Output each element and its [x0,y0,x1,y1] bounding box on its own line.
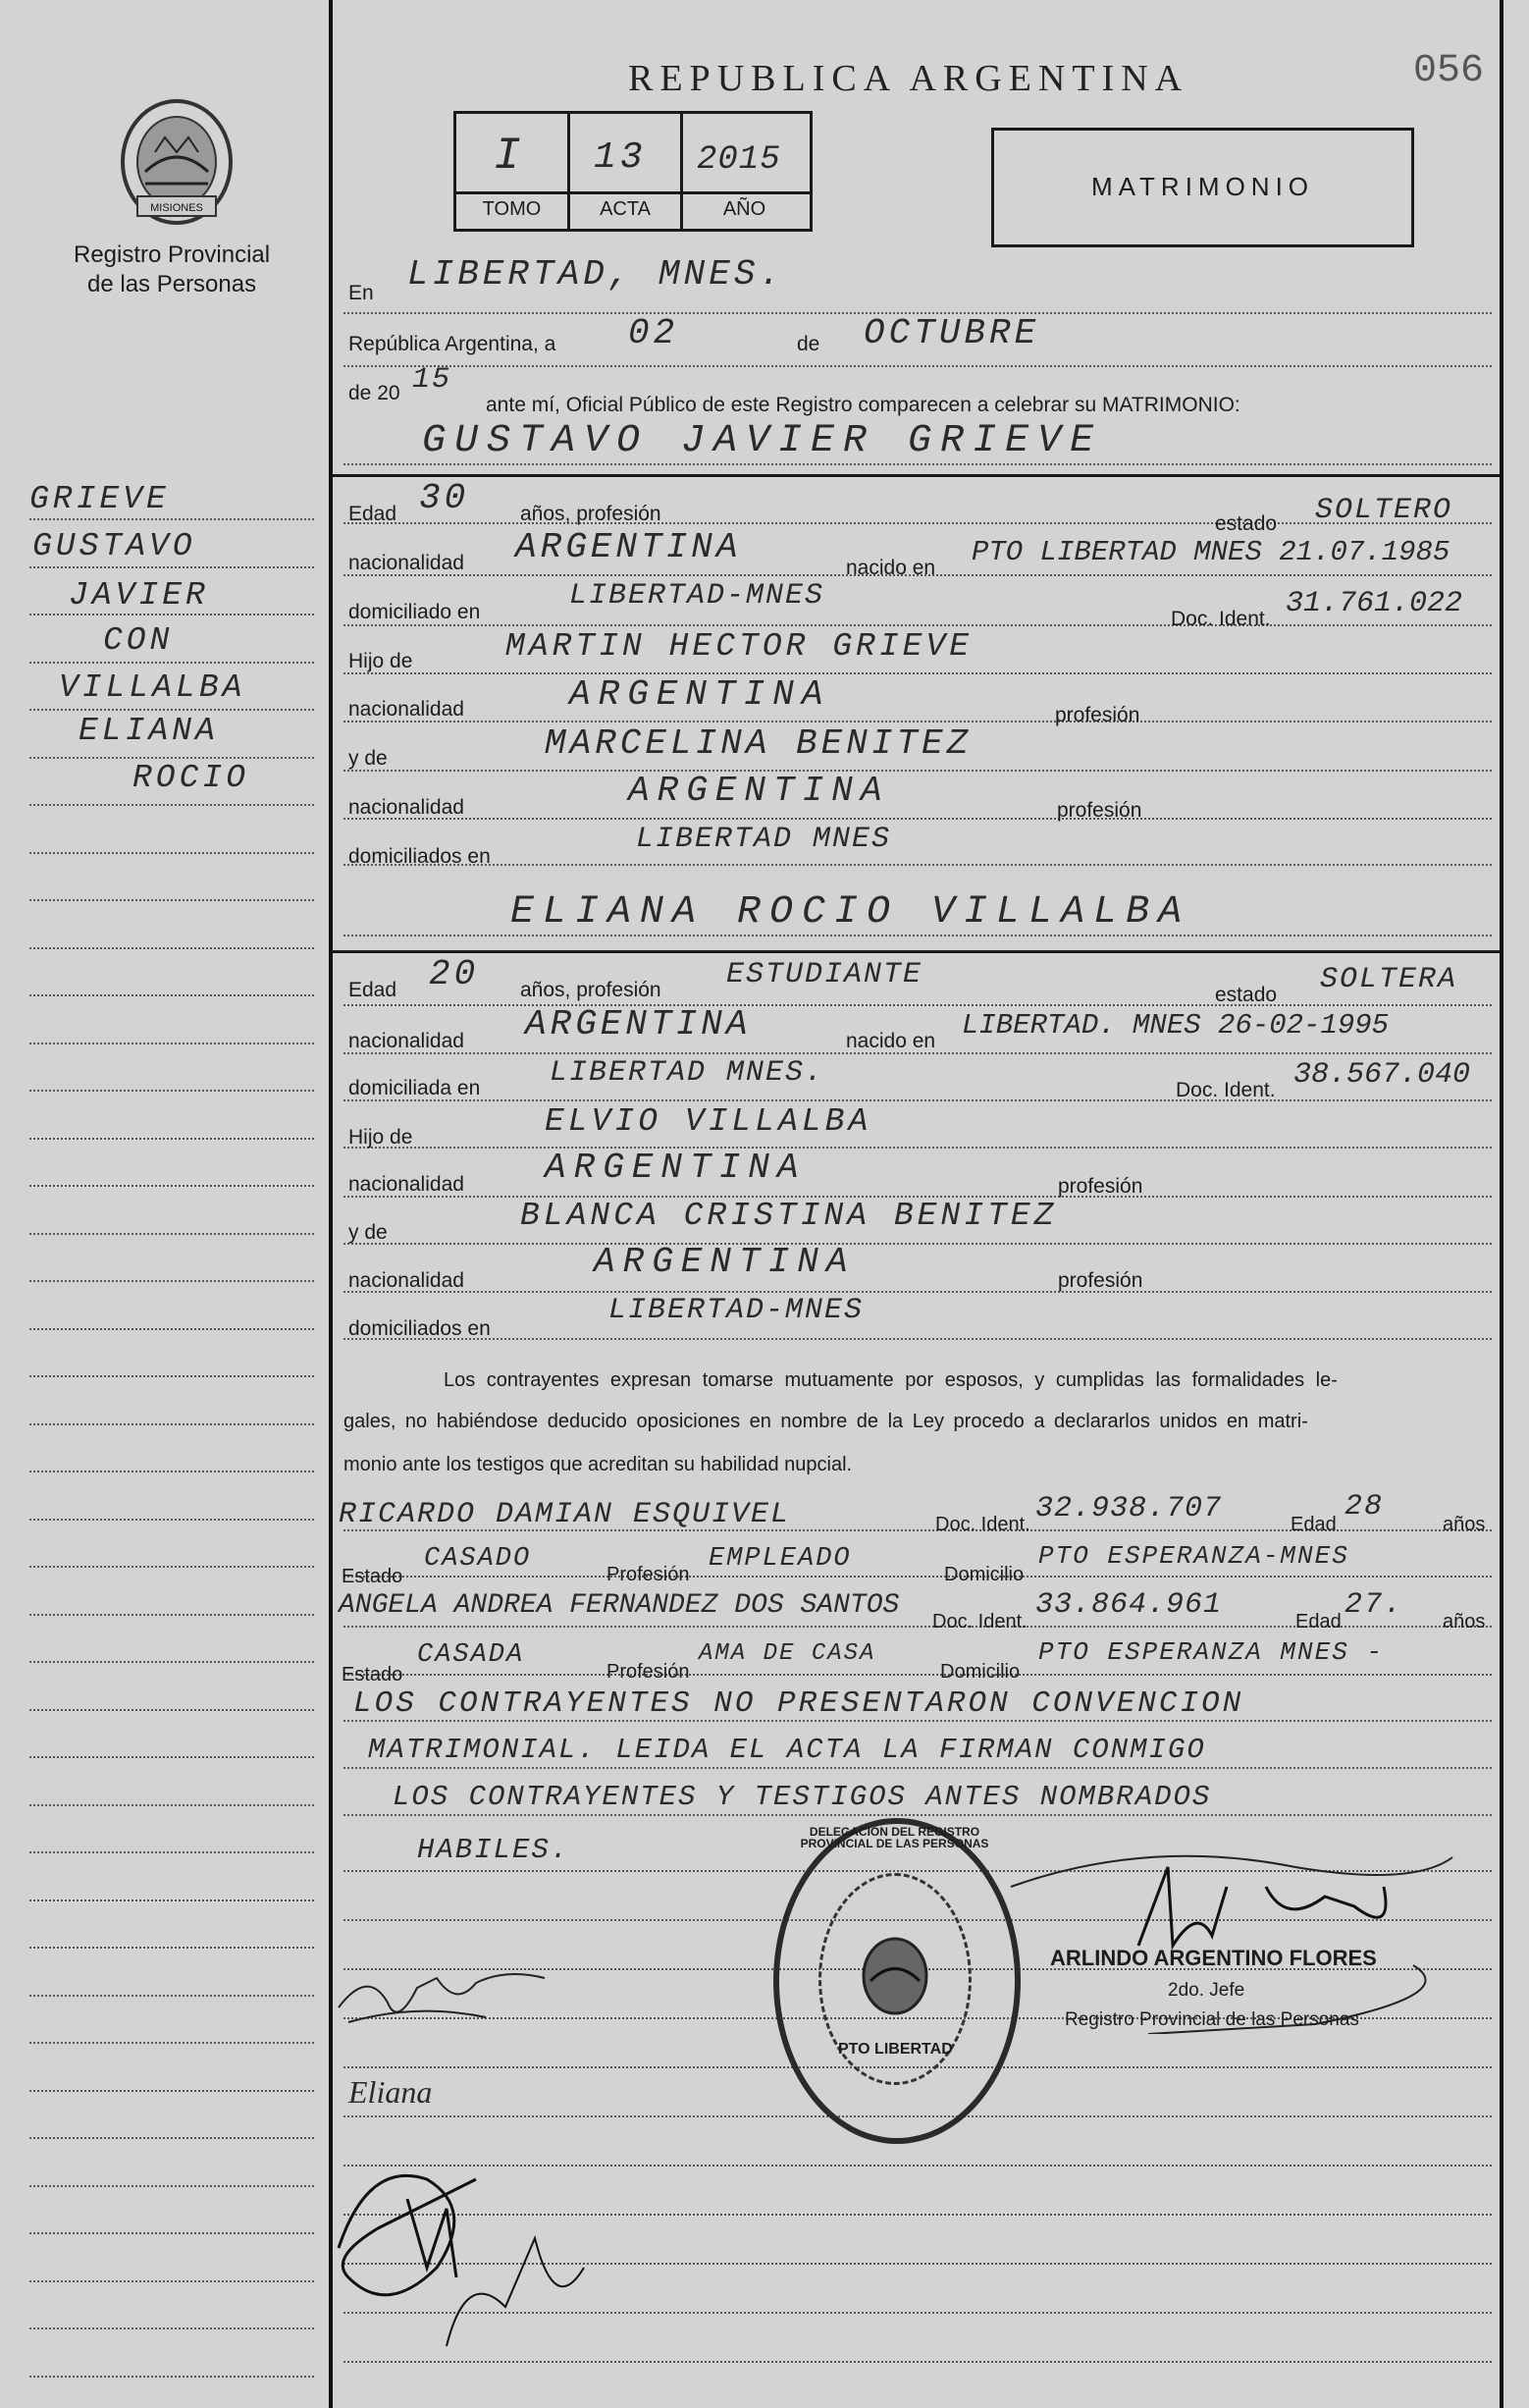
witness2-doc-label: Doc. Ident. [932,1611,1028,1632]
witness2-dom-label: Domicilio [940,1661,1021,1683]
note-line-2: MATRIMONIAL. LEIDA EL ACTA LA FIRMAN CONMIGO [368,1734,1206,1766]
de-label: de [797,333,820,355]
witness1-estado: CASADO [424,1544,532,1574]
witness1-anos-label: años [1443,1514,1486,1535]
bride-padre-nac-label: nacionalidad [348,1173,464,1196]
witness1-doc: 32.938.707 [1035,1492,1223,1525]
act-type-box [991,128,1414,247]
folio-number: 056 [1413,49,1485,93]
witness2-prof-label: Profesión [606,1661,690,1683]
country-title: REPUBLICA ARGENTINA [628,58,1189,99]
republica-label: República Argentina, a [348,333,556,355]
tomo-acta-anio-box [453,111,813,232]
groom-doms-label: domiciliados en [348,845,491,868]
bride-madre-nac: ARGENTINA [594,1242,856,1282]
registry-name-line1: Registro Provincial [74,241,271,268]
groom-padres-dom: LIBERTAD MNES [636,823,892,856]
witness1-edad-label: Edad [1291,1514,1337,1535]
left-margin-line [329,0,333,2408]
witness2-anos-label: años [1443,1611,1486,1632]
declaration-line2: gales, no habiéndose deducido oposiciones en nombre de la Ley procedo a declararlos unidos en matri- [343,1411,1308,1432]
witness1-edad: 28 [1344,1490,1385,1524]
right-margin-line [1500,0,1503,2408]
bride-doc-label: Doc. Ident. [1176,1079,1276,1101]
groom-signature-icon [329,1949,564,2037]
declaration-line1: Los contrayentes expresan tomarse mutuamente por esposos, y cumplidas las formalidades le- [444,1369,1338,1391]
margin-name-5: VILLALBA [59,669,246,706]
registry-name-line2: de las Personas [87,271,257,297]
note-line-4: HABILES. [417,1834,570,1866]
witness1-domicilio: PTO ESPERANZA-MNES [1038,1541,1349,1571]
groom-estado: SOLTERO [1315,494,1453,527]
anio-label: AÑO [722,198,766,220]
bride-doc: 38.567.040 [1293,1058,1471,1092]
bride-nacido: LIBERTAD. MNES 26-02-1995 [962,1009,1390,1042]
witness1-prof-label: Profesión [606,1564,690,1585]
tomo-value: I [494,131,525,182]
bride-dom-label: domiciliada en [348,1077,481,1099]
bride-madre: BLANCA CRISTINA BENITEZ [520,1198,1058,1234]
groom-hijo-label: Hijo de [348,650,413,672]
witness2-estado-label: Estado [342,1664,403,1686]
witness2-estado: CASADA [417,1640,525,1670]
groom-edad-label: Edad [348,503,397,525]
bride-yde-label: y de [348,1221,388,1244]
bride-madre-nac-label: nacionalidad [348,1269,464,1292]
bride-profesion: ESTUDIANTE [726,958,923,991]
witness1-doc-label: Doc. Ident. [935,1514,1030,1535]
bride-prof2-label: profesión [1058,1269,1143,1292]
note-line-1: LOS CONTRAYENTES NO PRESENTARON CONVENCION [353,1686,1244,1721]
groom-estado-label: estado [1215,512,1278,535]
comparecen-text: ante mí, Oficial Público de este Registro comparecen a celebrar su MATRIMONIO: [486,394,1240,416]
bride-doms-label: domiciliados en [348,1317,491,1340]
official-rank: 2do. Jefe [1168,1980,1245,2001]
groom-dom-label: domiciliado en [348,601,481,623]
bride-estado-label: estado [1215,984,1278,1006]
official-name: ARLINDO ARGENTINO FLORES [1050,1946,1377,1970]
witnesses-signature-icon [319,2120,613,2366]
bride-padre-nac: ARGENTINA [545,1148,807,1188]
bride-prof-label: profesión [1058,1175,1143,1198]
margin-name-2: GUSTAVO [32,528,196,564]
note-line-3: LOS CONTRAYENTES Y TESTIGOS ANTES NOMBRADOS [393,1781,1212,1813]
bride-edad: 20 [429,954,480,994]
margin-name-1: GRIEVE [29,481,170,517]
witness2-name: ANGELA ANDREA FERNANDEZ DOS SANTOS [339,1590,900,1621]
bride-padre: ELVIO VILLALBA [545,1103,872,1140]
witness2-profesion: AMA DE CASA [699,1640,876,1667]
groom-domicilio: LIBERTAD-MNES [569,579,825,613]
anio-value: 2015 [697,141,781,179]
bride-nac-label: nacionalidad [348,1030,464,1052]
groom-madre: MARCELINA BENITEZ [545,723,973,764]
groom-nacionalidad: ARGENTINA [515,527,742,567]
official-office: Registro Provincial de las Personas [1065,2009,1359,2030]
bride-estado: SOLTERA [1320,963,1458,996]
groom-prof2-label: profesión [1057,799,1142,822]
witness2-edad-label: Edad [1295,1611,1342,1632]
groom-madre-nac-label: nacionalidad [348,796,464,819]
place-value: LIBERTAD, MNES. [407,254,785,294]
witness1-profesion: EMPLEADO [709,1544,852,1574]
groom-madre-nac: ARGENTINA [628,771,890,811]
witness2-doc: 33.864.961 [1035,1588,1223,1622]
day-value: 02 [628,313,679,353]
groom-prof-label: profesión [1055,704,1140,726]
seal-text: DELEGACION DEL REGISTRO PROVINCIAL DE LAS PERSONAS [800,1825,989,1850]
declaration-line3: monio ante los testigos que acreditan su habilidad nupcial. [343,1454,853,1475]
seal-place: PTO LIBERTAD [838,2041,953,2058]
bride-signature: Eliana [348,2074,433,2110]
year-suffix: 15 [412,363,452,397]
groom-padre-nac-label: nacionalidad [348,698,464,721]
groom-nacido-label: nacido en [846,557,936,579]
acta-label: ACTA [600,198,651,220]
year-prefix: de 20 [348,382,400,404]
bride-anos-prof-label: años, profesión [520,979,661,1001]
witness1-estado-label: Estado [342,1566,403,1587]
bride-full-name: ELIANA ROCIO VILLALBA [510,890,1191,935]
registry-seal [773,1818,1021,2144]
witness2-domicilio: PTO ESPERANZA MNES - [1038,1637,1385,1667]
bride-hijo-label: Hijo de [348,1126,413,1149]
month-value: OCTUBRE [864,313,1040,353]
tomo-label: TOMO [482,198,542,220]
bride-edad-label: Edad [348,979,397,1001]
groom-nac-label: nacionalidad [348,552,464,574]
seal-emblem-icon [856,1932,934,2020]
margin-name-7: ROCIO [132,760,250,796]
margin-name-6: ELIANA [79,713,219,749]
groom-padre: MARTIN HECTOR GRIEVE [505,628,974,665]
province-coat-of-arms-icon [116,93,238,231]
groom-anos-prof-label: años, profesión [520,503,661,525]
en-label: En [348,282,374,304]
margin-name-3: JAVIER [69,577,209,614]
groom-nacido: PTO LIBERTAD MNES 21.07.1985 [972,536,1450,568]
groom-yde-label: y de [348,747,388,770]
witness1-name: RICARDO DAMIAN ESQUIVEL [339,1498,791,1531]
act-type: MATRIMONIO [1090,172,1315,201]
groom-doc-label: Doc. Ident. [1171,608,1271,630]
groom-edad: 30 [419,478,470,518]
svg-text:MISIONES: MISIONES [150,202,203,214]
groom-doc: 31.761.022 [1286,587,1463,620]
witness1-dom-label: Domicilio [944,1564,1025,1585]
witness2-edad: 27. [1344,1588,1404,1622]
groom-padre-nac: ARGENTINA [569,674,831,715]
bride-nacido-label: nacido en [846,1030,936,1052]
official-signature-icon [1001,1828,1462,2034]
bride-domicilio: LIBERTAD MNES. [550,1056,825,1090]
margin-name-4: CON [103,622,174,659]
acta-value: 13 [594,136,647,179]
bride-padres-dom: LIBERTAD-MNES [608,1294,865,1327]
groom-full-name: GUSTAVO JAVIER GRIEVE [422,419,1103,463]
bride-nacionalidad: ARGENTINA [525,1004,752,1044]
